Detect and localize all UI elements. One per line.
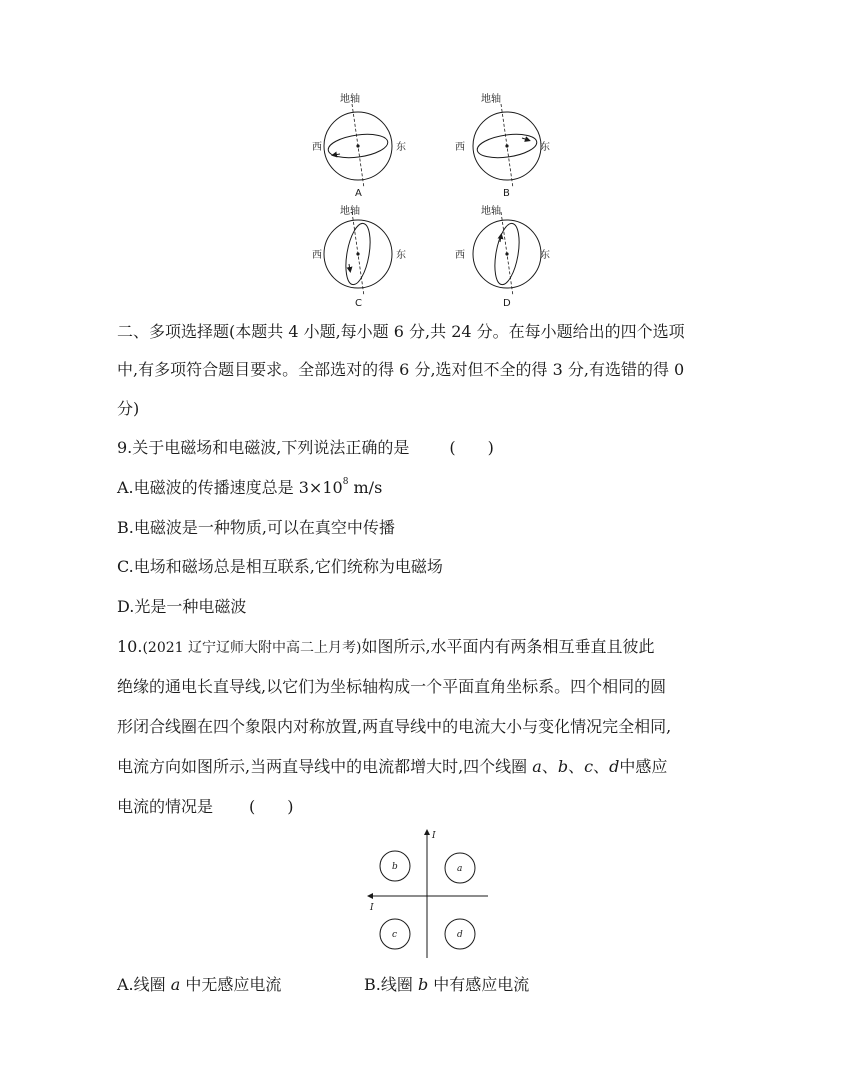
coil-quadrant-figure — [364, 826, 494, 960]
coil-var-d: d — [609, 757, 620, 776]
q9-option-d: D.光是一种电磁波 — [117, 597, 247, 616]
axis-label: 地轴 — [481, 206, 501, 217]
q10-option-a-var: a — [170, 975, 181, 994]
q10-option-b-prefix: B.线圈 — [364, 975, 418, 994]
east-label: 东 — [396, 250, 406, 261]
section2-instruction-line-2: 中,有多项符合题目要求。全部选对的得 6 分,选对但不全的得 3 分,有选错的得 0 — [117, 360, 685, 379]
q10-stem-text: 如图所示,水平面内有两条相互垂直且彼此 — [361, 637, 655, 656]
q9-option-a-unit: m/s — [348, 478, 383, 497]
q10-line4-end: 中感应 — [619, 757, 668, 776]
globe-option-c — [312, 204, 406, 309]
globe-option-a — [312, 92, 406, 199]
q10-line4-text: 电流方向如图所示,当两直导线中的电流都增大时,四个线圈 — [117, 757, 533, 776]
globe-option-b — [455, 92, 550, 199]
east-label: 东 — [540, 142, 550, 153]
q10-option-b — [364, 975, 529, 995]
globe-rotation-figure — [300, 84, 570, 316]
option-label: D — [503, 298, 511, 309]
q9-stem-line — [117, 438, 494, 458]
q10-option-a-text: 中无感应电流 — [180, 975, 282, 994]
coil-d-label: d — [457, 930, 463, 940]
q10-answer-paren: ( ) — [249, 797, 294, 816]
q10-stem-end: 电流的情况是 — [117, 797, 214, 816]
q10-stem-line-3: 形闭合线圈在四个象限内对称放置,两直导线中的电流大小与变化情况完全相同, — [117, 717, 672, 736]
q10-source: (2021 辽宁辽师大附中高二上月考) — [142, 640, 362, 656]
coil-var-b: b — [557, 757, 569, 776]
q10-stem-line-4: 电流方向如图所示,当两直导线中的电流都增大时,四个线圈 a、b、c、d中感应 — [117, 757, 668, 776]
q10-stem-line-5 — [117, 797, 294, 817]
axis-label: 地轴 — [481, 94, 501, 105]
axis-label: 地轴 — [340, 94, 360, 105]
current-label-vertical: I — [432, 831, 436, 841]
option-label: A — [355, 188, 362, 199]
section2-instruction-line-1: 二、多项选择题(本题共 4 小题,每小题 6 分,共 24 分。在每小题给出的四个选项 — [117, 322, 685, 341]
q9-option-b: B.电磁波是一种物质,可以在真空中传播 — [117, 518, 395, 537]
q10-option-a — [117, 975, 281, 995]
q9-option-a-text: A.电磁波的传播速度总是 3×10 — [117, 478, 343, 497]
coil-var-c: c — [584, 757, 594, 776]
q10-number: 10. — [117, 637, 143, 656]
q10-option-b-text: 中有感应电流 — [428, 975, 530, 994]
q9-option-a — [117, 478, 382, 498]
q10-stem-line-2: 绝缘的通电长直导线,以它们为坐标轴构成一个平面直角坐标系。四个相同的圆 — [117, 677, 667, 696]
coil-var-a: a — [532, 757, 542, 776]
east-label: 东 — [396, 142, 406, 153]
q9-option-c: C.电场和磁场总是相互联系,它们统称为电磁场 — [117, 557, 443, 576]
section2-instruction-line-3: 分) — [117, 399, 140, 418]
q10-stem-line-1 — [117, 637, 655, 658]
west-label: 西 — [312, 142, 322, 153]
axis-label: 地轴 — [340, 206, 360, 217]
q10-option-a-prefix: A.线圈 — [117, 975, 171, 994]
west-label: 西 — [455, 250, 465, 261]
west-label: 西 — [312, 250, 322, 261]
current-label-horizontal: I — [370, 903, 374, 913]
q9-stem: 9.关于电磁场和电磁波,下列说法正确的是 — [117, 438, 410, 457]
q9-option-a-exponent: 8 — [342, 476, 349, 487]
globe-option-d — [455, 204, 550, 309]
option-label: C — [355, 298, 362, 309]
west-label: 西 — [455, 142, 465, 153]
q10-option-b-var: b — [417, 975, 429, 994]
coil-c-label: c — [392, 930, 398, 940]
east-label: 东 — [540, 250, 550, 261]
coil-a-label: a — [457, 864, 463, 874]
q9-answer-paren: ( ) — [449, 438, 494, 457]
coil-b-label: b — [392, 862, 398, 872]
option-label: B — [503, 188, 510, 199]
